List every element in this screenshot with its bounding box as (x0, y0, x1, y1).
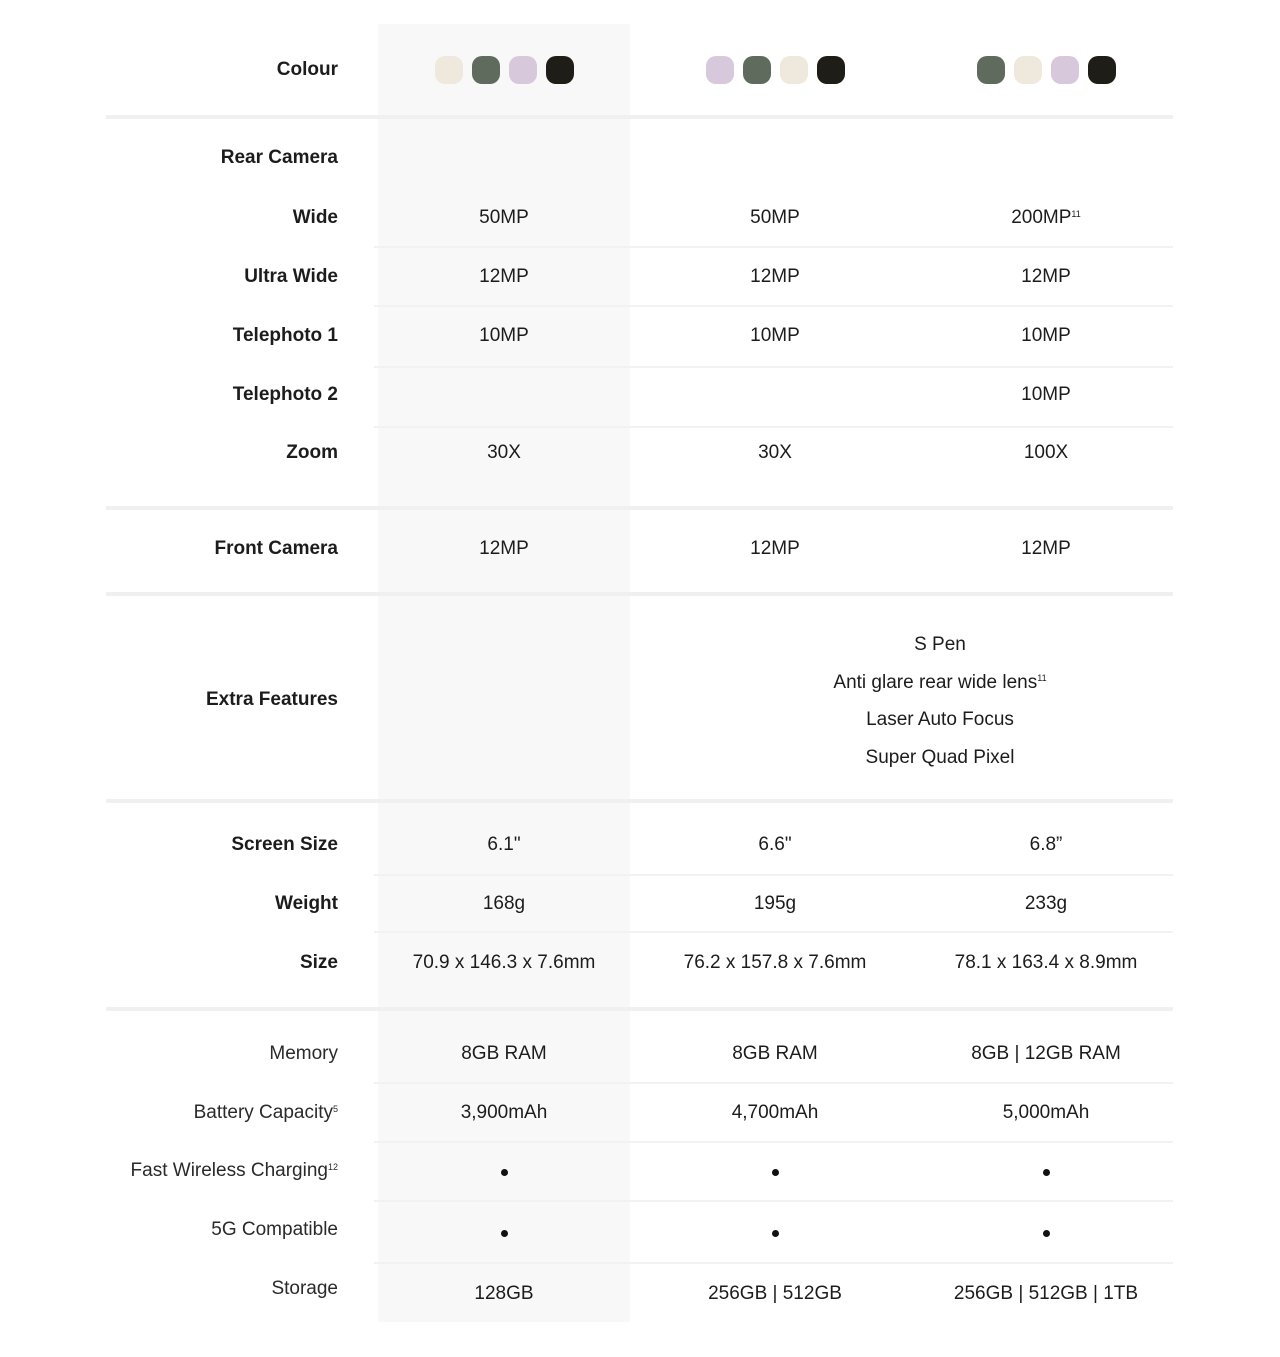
cell-wireless-p1 (378, 1151, 630, 1191)
cell-ultra-wide-p1: 12MP (479, 266, 529, 287)
swatch-green[interactable] (472, 56, 500, 84)
swatch-lavender[interactable] (1051, 56, 1079, 84)
footnote-marker: 11 (1037, 672, 1047, 683)
row-memory (106, 1034, 1173, 1074)
cell-wireless-p3 (920, 1151, 1172, 1191)
label-rear-camera: Rear Camera (220, 147, 338, 168)
cell-weight-p2: 195g (753, 893, 797, 914)
cell-telephoto1-p3: 10MP (1021, 325, 1071, 346)
row-ultra-wide (106, 257, 1173, 297)
cell-storage-p1: 128GB (474, 1283, 534, 1304)
row-telephoto2 (106, 375, 1173, 415)
label-front-camera: Front Camera (214, 538, 338, 559)
label-5g: 5G Compatible (211, 1219, 338, 1240)
label-extra-features: Extra Features (205, 689, 338, 710)
check-dot-icon (1043, 1169, 1050, 1176)
cell-telephoto1-p1: 10MP (479, 325, 529, 346)
row-wide (106, 198, 1173, 238)
row-colour (106, 50, 1173, 90)
label-weight: Weight (275, 893, 338, 914)
row-battery (106, 1093, 1173, 1133)
cell-front-camera-p1: 12MP (479, 538, 529, 559)
row-telephoto1 (106, 316, 1173, 356)
label-colour: Colour (276, 59, 338, 80)
cell-telephoto2-p1 (378, 375, 630, 415)
footnote-marker: 5 (332, 1104, 338, 1114)
row-divider (374, 931, 1173, 933)
cell-wide-p2: 50MP (750, 207, 800, 228)
cell-battery-p3: 5,000mAh (1002, 1102, 1090, 1123)
cell-telephoto2-p2 (649, 375, 901, 415)
label-screen-size: Screen Size (231, 834, 338, 855)
label-size: Size (299, 952, 338, 973)
row-divider (374, 246, 1173, 248)
cell-screen-size-p1: 6.1" (487, 834, 521, 855)
cell-5g-p1 (378, 1212, 630, 1252)
cell-weight-p3: 233g (1024, 893, 1068, 914)
swatches-phone3 (920, 50, 1172, 90)
label-telephoto2: Telephoto 2 (232, 384, 338, 405)
cell-front-camera-p2: 12MP (750, 538, 800, 559)
swatch-green[interactable] (743, 56, 771, 84)
row-storage (106, 1269, 1173, 1309)
cell-ultra-wide-p3: 12MP (1021, 266, 1071, 287)
feature-item: Laser Auto Focus (866, 709, 1014, 730)
row-weight (106, 884, 1173, 924)
row-rear-camera (106, 138, 1173, 178)
label-memory: Memory (269, 1043, 338, 1064)
label-storage: Storage (271, 1278, 338, 1299)
cell-weight-p1: 168g (482, 893, 526, 914)
cell-telephoto1-p2: 10MP (750, 325, 800, 346)
check-dot-icon (772, 1169, 779, 1176)
check-dot-icon (501, 1230, 508, 1237)
cell-zoom-p3: 100X (1023, 442, 1069, 463)
extra-features-p3-list (814, 626, 1066, 776)
check-dot-icon (501, 1169, 508, 1176)
cell-wireless-p2 (649, 1151, 901, 1191)
section-divider (106, 506, 1173, 510)
section-divider (106, 592, 1173, 596)
cell-screen-size-p3: 6.8” (1029, 834, 1063, 855)
cell-ultra-wide-p2: 12MP (750, 266, 800, 287)
swatches-phone2 (649, 50, 901, 90)
cell-battery-p1: 3,900mAh (460, 1102, 548, 1123)
battery-label-text: Battery Capacity (193, 1102, 333, 1123)
row-divider (374, 1200, 1173, 1202)
feature-item: Super Quad Pixel (865, 746, 1015, 768)
cell-zoom-p2: 30X (758, 442, 792, 463)
swatch-black[interactable] (817, 56, 845, 84)
row-divider (374, 874, 1173, 876)
cell-memory-p2: 8GB RAM (732, 1043, 818, 1064)
section-divider (106, 1007, 1173, 1011)
row-divider (374, 426, 1173, 428)
row-divider (374, 366, 1173, 368)
swatch-green[interactable] (977, 56, 1005, 84)
row-wireless-charging (106, 1151, 1173, 1191)
row-divider (374, 305, 1173, 307)
cell-5g-p3 (920, 1212, 1172, 1252)
swatch-lavender[interactable] (509, 56, 537, 84)
swatch-black[interactable] (1088, 56, 1116, 84)
feature-item: S Pen (914, 634, 966, 655)
cell-telephoto2-p3: 10MP (1021, 384, 1071, 405)
swatch-lavender[interactable] (706, 56, 734, 84)
row-screen-size (106, 825, 1173, 865)
row-divider (374, 1082, 1173, 1084)
label-zoom: Zoom (286, 442, 338, 463)
swatches-phone1 (378, 50, 630, 90)
cell-storage-p2: 256GB | 512GB (708, 1283, 842, 1304)
swatch-cream[interactable] (780, 56, 808, 84)
cell-memory-p1: 8GB RAM (461, 1043, 547, 1064)
cell-storage-p3: 256GB | 512GB | 1TB (953, 1283, 1139, 1304)
cell-battery-p2: 4,700mAh (731, 1102, 819, 1123)
footnote-marker: 11 (1071, 209, 1081, 219)
swatch-cream[interactable] (435, 56, 463, 84)
wireless-label-text: Fast Wireless Charging (130, 1160, 328, 1181)
check-dot-icon (772, 1230, 779, 1237)
row-divider (374, 1141, 1173, 1143)
row-size (106, 943, 1173, 983)
cell-front-camera-p3: 12MP (1021, 538, 1071, 559)
row-5g (106, 1210, 1173, 1250)
wide-p3-value: 200MP (1011, 207, 1072, 228)
label-battery (194, 1093, 338, 1133)
cell-size-p2: 76.2 x 157.8 x 7.6mm (683, 952, 867, 973)
cell-size-p3: 78.1 x 163.4 x 8.9mm (954, 952, 1138, 973)
cell-wide-p1: 50MP (479, 207, 529, 228)
label-wireless-charging (131, 1151, 338, 1191)
row-zoom (106, 433, 1173, 473)
cell-screen-size-p2: 6.6" (758, 834, 792, 855)
cell-size-p1: 70.9 x 146.3 x 7.6mm (412, 952, 596, 973)
cell-wide-p3 (920, 198, 1172, 238)
label-telephoto1: Telephoto 1 (232, 325, 338, 346)
cell-zoom-p1: 30X (487, 442, 521, 463)
cell-5g-p2 (649, 1212, 901, 1252)
row-divider (374, 1262, 1173, 1264)
label-wide: Wide (292, 207, 338, 228)
feature-item (814, 664, 1066, 702)
swatch-black[interactable] (546, 56, 574, 84)
check-dot-icon (1043, 1230, 1050, 1237)
footnote-marker: 12 (327, 1162, 338, 1172)
cell-memory-p3: 8GB | 12GB RAM (971, 1043, 1121, 1064)
swatch-cream[interactable] (1014, 56, 1042, 84)
row-front-camera (106, 529, 1173, 569)
label-ultra-wide: Ultra Wide (244, 266, 338, 287)
section-divider (106, 115, 1173, 119)
section-divider (106, 799, 1173, 803)
feature-item-text: Anti glare rear wide lens (833, 671, 1038, 693)
